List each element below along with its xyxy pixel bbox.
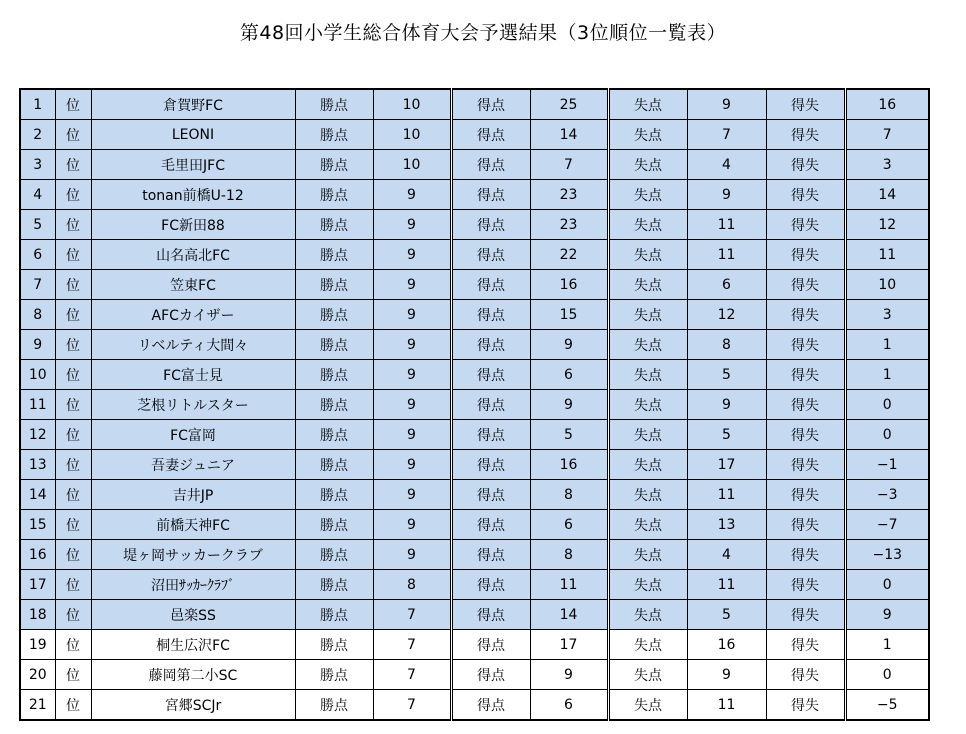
goal-diff-label-cell: 得失 xyxy=(766,330,845,360)
team-name-cell: FC新田88 xyxy=(91,210,295,240)
goals-for-value-cell: 14 xyxy=(530,120,608,150)
table-row xyxy=(20,240,929,270)
points-label-cell: 勝点 xyxy=(295,630,373,660)
goals-for-label-cell: 得点 xyxy=(451,150,530,180)
points-value-cell: 7 xyxy=(373,660,451,690)
goals-for-label-cell: 得点 xyxy=(451,330,530,360)
table-row xyxy=(20,89,929,120)
goals-against-value-cell: 11 xyxy=(687,570,766,600)
goal-diff-label-cell: 得失 xyxy=(766,240,845,270)
team-name-cell: 吾妻ジュニア xyxy=(91,450,295,480)
points-value-cell: 10 xyxy=(373,120,451,150)
team-name-cell: 桐生広沢FC xyxy=(91,630,295,660)
goals-for-value-cell: 7 xyxy=(530,150,608,180)
goal-diff-value-cell: −5 xyxy=(845,690,929,721)
page-title: 第48回小学生総合体育大会予選結果（3位順位一覧表） xyxy=(239,22,727,44)
goals-against-label-cell: 失点 xyxy=(608,120,687,150)
rank-suffix-cell: 位 xyxy=(55,600,91,630)
team-name-cell: 山名高北FC xyxy=(91,240,295,270)
rank-suffix-cell: 位 xyxy=(55,660,91,690)
rank-suffix-cell: 位 xyxy=(55,210,91,240)
rank-cell: 19 xyxy=(20,630,55,660)
team-name-cell: 沼田ｻｯｶｰｸﾗﾌﾞ xyxy=(91,570,295,600)
points-label-cell: 勝点 xyxy=(295,360,373,390)
goals-for-label-cell: 得点 xyxy=(451,360,530,390)
goals-for-label-cell: 得点 xyxy=(451,120,530,150)
goals-for-label-cell: 得点 xyxy=(451,570,530,600)
points-label-cell: 勝点 xyxy=(295,390,373,420)
points-label-cell: 勝点 xyxy=(295,210,373,240)
goals-against-value-cell: 9 xyxy=(687,180,766,210)
rank-cell: 15 xyxy=(20,510,55,540)
goals-for-label-cell: 得点 xyxy=(451,510,530,540)
team-name-cell: AFCカイザー xyxy=(91,300,295,330)
goal-diff-label-cell: 得失 xyxy=(766,570,845,600)
table-row xyxy=(20,540,929,570)
goals-against-label-cell: 失点 xyxy=(608,300,687,330)
points-label-cell: 勝点 xyxy=(295,240,373,270)
table-row xyxy=(20,270,929,300)
points-label-cell: 勝点 xyxy=(295,450,373,480)
goals-against-value-cell: 4 xyxy=(687,150,766,180)
team-name-cell: 堤ヶ岡サッカークラブ xyxy=(91,540,295,570)
goals-for-label-cell: 得点 xyxy=(451,630,530,660)
rank-suffix-cell: 位 xyxy=(55,420,91,450)
goal-diff-label-cell: 得失 xyxy=(766,690,845,721)
table-row xyxy=(20,390,929,420)
table-row xyxy=(20,120,929,150)
goals-against-value-cell: 4 xyxy=(687,540,766,570)
points-value-cell: 9 xyxy=(373,480,451,510)
goals-for-value-cell: 25 xyxy=(530,89,608,120)
goals-against-value-cell: 17 xyxy=(687,450,766,480)
goals-against-label-cell: 失点 xyxy=(608,690,687,721)
table-row xyxy=(20,420,929,450)
goals-against-value-cell: 5 xyxy=(687,360,766,390)
goal-diff-value-cell: 1 xyxy=(845,360,929,390)
goals-for-label-cell: 得点 xyxy=(451,89,530,120)
rank-cell: 8 xyxy=(20,300,55,330)
goals-for-value-cell: 22 xyxy=(530,240,608,270)
goal-diff-value-cell: 7 xyxy=(845,120,929,150)
points-value-cell: 10 xyxy=(373,89,451,120)
goal-diff-value-cell: 0 xyxy=(845,420,929,450)
rank-cell: 21 xyxy=(20,690,55,721)
goal-diff-label-cell: 得失 xyxy=(766,660,845,690)
rank-suffix-cell: 位 xyxy=(55,480,91,510)
rank-suffix-cell: 位 xyxy=(55,240,91,270)
goals-against-label-cell: 失点 xyxy=(608,210,687,240)
goal-diff-label-cell: 得失 xyxy=(766,510,845,540)
points-label-cell: 勝点 xyxy=(295,300,373,330)
team-name-cell: 倉賀野FC xyxy=(91,89,295,120)
goals-against-value-cell: 11 xyxy=(687,690,766,721)
goals-against-label-cell: 失点 xyxy=(608,390,687,420)
points-value-cell: 9 xyxy=(373,330,451,360)
points-label-cell: 勝点 xyxy=(295,540,373,570)
rank-suffix-cell: 位 xyxy=(55,300,91,330)
rank-cell: 5 xyxy=(20,210,55,240)
goal-diff-label-cell: 得失 xyxy=(766,300,845,330)
goals-against-label-cell: 失点 xyxy=(608,600,687,630)
goals-against-label-cell: 失点 xyxy=(608,540,687,570)
team-name-cell: 毛里田JFC xyxy=(91,150,295,180)
points-label-cell: 勝点 xyxy=(295,270,373,300)
goals-for-label-cell: 得点 xyxy=(451,450,530,480)
points-value-cell: 9 xyxy=(373,300,451,330)
goal-diff-label-cell: 得失 xyxy=(766,210,845,240)
points-value-cell: 9 xyxy=(373,420,451,450)
points-label-cell: 勝点 xyxy=(295,600,373,630)
team-name-cell: 宮郷SCJr xyxy=(91,690,295,721)
rank-cell: 12 xyxy=(20,420,55,450)
goal-diff-value-cell: 16 xyxy=(845,89,929,120)
points-label-cell: 勝点 xyxy=(295,330,373,360)
team-name-cell: リベルティ大間々 xyxy=(91,330,295,360)
rank-suffix-cell: 位 xyxy=(55,450,91,480)
goal-diff-label-cell: 得失 xyxy=(766,390,845,420)
goals-against-value-cell: 13 xyxy=(687,510,766,540)
goals-against-label-cell: 失点 xyxy=(608,180,687,210)
team-name-cell: 吉井JP xyxy=(91,480,295,510)
table-row xyxy=(20,690,929,721)
rank-cell: 7 xyxy=(20,270,55,300)
points-label-cell: 勝点 xyxy=(295,120,373,150)
rank-suffix-cell: 位 xyxy=(55,540,91,570)
rank-suffix-cell: 位 xyxy=(55,630,91,660)
table-row xyxy=(20,600,929,630)
goals-against-value-cell: 9 xyxy=(687,89,766,120)
goals-for-label-cell: 得点 xyxy=(451,660,530,690)
goal-diff-value-cell: −7 xyxy=(845,510,929,540)
team-name-cell: 芝根リトルスター xyxy=(91,390,295,420)
goal-diff-label-cell: 得失 xyxy=(766,450,845,480)
goals-for-value-cell: 8 xyxy=(530,540,608,570)
rank-cell: 1 xyxy=(20,89,55,120)
goal-diff-value-cell: 0 xyxy=(845,660,929,690)
goals-for-value-cell: 23 xyxy=(530,210,608,240)
goal-diff-value-cell: 14 xyxy=(845,180,929,210)
goals-for-value-cell: 14 xyxy=(530,600,608,630)
rank-cell: 20 xyxy=(20,660,55,690)
rank-suffix-cell: 位 xyxy=(55,120,91,150)
rank-suffix-cell: 位 xyxy=(55,690,91,721)
rank-cell: 2 xyxy=(20,120,55,150)
goal-diff-value-cell: 11 xyxy=(845,240,929,270)
rank-cell: 14 xyxy=(20,480,55,510)
goals-against-label-cell: 失点 xyxy=(608,330,687,360)
rank-cell: 9 xyxy=(20,330,55,360)
goals-for-value-cell: 16 xyxy=(530,450,608,480)
goals-for-value-cell: 6 xyxy=(530,510,608,540)
goals-for-value-cell: 11 xyxy=(530,570,608,600)
team-name-cell: FC富士見 xyxy=(91,360,295,390)
points-value-cell: 9 xyxy=(373,210,451,240)
goals-against-value-cell: 16 xyxy=(687,630,766,660)
goals-for-label-cell: 得点 xyxy=(451,270,530,300)
rank-suffix-cell: 位 xyxy=(55,270,91,300)
table-row xyxy=(20,480,929,510)
table-row xyxy=(20,330,929,360)
goal-diff-label-cell: 得失 xyxy=(766,270,845,300)
goals-against-value-cell: 6 xyxy=(687,270,766,300)
goals-against-value-cell: 12 xyxy=(687,300,766,330)
points-label-cell: 勝点 xyxy=(295,510,373,540)
goals-against-label-cell: 失点 xyxy=(608,420,687,450)
rank-suffix-cell: 位 xyxy=(55,360,91,390)
rank-cell: 10 xyxy=(20,360,55,390)
table-row xyxy=(20,150,929,180)
points-value-cell: 7 xyxy=(373,690,451,721)
table-row xyxy=(20,210,929,240)
goal-diff-value-cell: 10 xyxy=(845,270,929,300)
team-name-cell: 邑楽SS xyxy=(91,600,295,630)
goal-diff-value-cell: 12 xyxy=(845,210,929,240)
points-value-cell: 9 xyxy=(373,360,451,390)
rank-suffix-cell: 位 xyxy=(55,150,91,180)
points-label-cell: 勝点 xyxy=(295,570,373,600)
goals-for-value-cell: 9 xyxy=(530,390,608,420)
table-row xyxy=(20,450,929,480)
goal-diff-value-cell: 0 xyxy=(845,570,929,600)
rank-cell: 11 xyxy=(20,390,55,420)
results-body xyxy=(20,89,929,720)
goal-diff-label-cell: 得失 xyxy=(766,120,845,150)
goals-for-value-cell: 5 xyxy=(530,420,608,450)
rank-cell: 13 xyxy=(20,450,55,480)
goal-diff-value-cell: −3 xyxy=(845,480,929,510)
goals-against-label-cell: 失点 xyxy=(608,240,687,270)
goals-for-value-cell: 23 xyxy=(530,180,608,210)
points-value-cell: 9 xyxy=(373,540,451,570)
rank-suffix-cell: 位 xyxy=(55,510,91,540)
rank-cell: 3 xyxy=(20,150,55,180)
goals-against-label-cell: 失点 xyxy=(608,630,687,660)
goal-diff-value-cell: 3 xyxy=(845,150,929,180)
rank-cell: 4 xyxy=(20,180,55,210)
points-value-cell: 9 xyxy=(373,390,451,420)
goals-against-label-cell: 失点 xyxy=(608,480,687,510)
goals-for-label-cell: 得点 xyxy=(451,480,530,510)
table-row xyxy=(20,300,929,330)
rank-suffix-cell: 位 xyxy=(55,390,91,420)
points-value-cell: 7 xyxy=(373,600,451,630)
goals-against-label-cell: 失点 xyxy=(608,360,687,390)
goals-against-label-cell: 失点 xyxy=(608,570,687,600)
goals-against-value-cell: 9 xyxy=(687,390,766,420)
team-name-cell: 藤岡第二小SC xyxy=(91,660,295,690)
goals-against-label-cell: 失点 xyxy=(608,150,687,180)
goals-for-label-cell: 得点 xyxy=(451,420,530,450)
goal-diff-label-cell: 得失 xyxy=(766,540,845,570)
goals-against-value-cell: 5 xyxy=(687,600,766,630)
rank-cell: 18 xyxy=(20,600,55,630)
team-name-cell: FC富岡 xyxy=(91,420,295,450)
points-value-cell: 9 xyxy=(373,180,451,210)
rank-cell: 17 xyxy=(20,570,55,600)
rank-suffix-cell: 位 xyxy=(55,180,91,210)
goals-for-value-cell: 17 xyxy=(530,630,608,660)
team-name-cell: 前橋天神FC xyxy=(91,510,295,540)
goal-diff-label-cell: 得失 xyxy=(766,600,845,630)
points-label-cell: 勝点 xyxy=(295,660,373,690)
goal-diff-label-cell: 得失 xyxy=(766,180,845,210)
team-name-cell: LEONI xyxy=(91,120,295,150)
goals-against-value-cell: 9 xyxy=(687,660,766,690)
goals-against-label-cell: 失点 xyxy=(608,660,687,690)
goals-for-value-cell: 6 xyxy=(530,690,608,721)
goals-against-value-cell: 11 xyxy=(687,240,766,270)
goal-diff-label-cell: 得失 xyxy=(766,360,845,390)
goals-against-label-cell: 失点 xyxy=(608,510,687,540)
table-row xyxy=(20,570,929,600)
table-row xyxy=(20,510,929,540)
goals-against-value-cell: 7 xyxy=(687,120,766,150)
points-label-cell: 勝点 xyxy=(295,89,373,120)
table-row xyxy=(20,180,929,210)
points-value-cell: 7 xyxy=(373,630,451,660)
results-table xyxy=(19,88,930,721)
goals-for-label-cell: 得点 xyxy=(451,210,530,240)
goal-diff-value-cell: 0 xyxy=(845,390,929,420)
rank-suffix-cell: 位 xyxy=(55,330,91,360)
goals-for-label-cell: 得点 xyxy=(451,540,530,570)
points-value-cell: 8 xyxy=(373,570,451,600)
goals-against-label-cell: 失点 xyxy=(608,450,687,480)
goals-for-value-cell: 8 xyxy=(530,480,608,510)
points-label-cell: 勝点 xyxy=(295,480,373,510)
points-label-cell: 勝点 xyxy=(295,180,373,210)
goals-against-value-cell: 11 xyxy=(687,480,766,510)
goals-for-label-cell: 得点 xyxy=(451,600,530,630)
goal-diff-value-cell: 1 xyxy=(845,630,929,660)
goal-diff-label-cell: 得失 xyxy=(766,420,845,450)
goals-for-value-cell: 15 xyxy=(530,300,608,330)
rank-cell: 6 xyxy=(20,240,55,270)
goals-against-label-cell: 失点 xyxy=(608,89,687,120)
goals-against-value-cell: 11 xyxy=(687,210,766,240)
goals-for-value-cell: 6 xyxy=(530,360,608,390)
goal-diff-value-cell: 9 xyxy=(845,600,929,630)
goals-for-label-cell: 得点 xyxy=(451,690,530,721)
goals-against-value-cell: 8 xyxy=(687,330,766,360)
table-row xyxy=(20,630,929,660)
table-row xyxy=(20,660,929,690)
goal-diff-label-cell: 得失 xyxy=(766,630,845,660)
goals-for-label-cell: 得点 xyxy=(451,240,530,270)
goals-against-label-cell: 失点 xyxy=(608,270,687,300)
points-value-cell: 9 xyxy=(373,510,451,540)
goal-diff-value-cell: −13 xyxy=(845,540,929,570)
points-value-cell: 10 xyxy=(373,150,451,180)
team-name-cell: tonan前橋U-12 xyxy=(91,180,295,210)
team-name-cell: 笠東FC xyxy=(91,270,295,300)
goals-against-value-cell: 5 xyxy=(687,420,766,450)
goal-diff-label-cell: 得失 xyxy=(766,150,845,180)
goals-for-value-cell: 9 xyxy=(530,330,608,360)
goals-for-value-cell: 9 xyxy=(530,660,608,690)
goals-for-label-cell: 得点 xyxy=(451,390,530,420)
points-value-cell: 9 xyxy=(373,240,451,270)
goal-diff-label-cell: 得失 xyxy=(766,89,845,120)
points-value-cell: 9 xyxy=(373,270,451,300)
goal-diff-value-cell: −1 xyxy=(845,450,929,480)
goals-for-label-cell: 得点 xyxy=(451,180,530,210)
goal-diff-label-cell: 得失 xyxy=(766,480,845,510)
points-label-cell: 勝点 xyxy=(295,150,373,180)
goals-for-label-cell: 得点 xyxy=(451,300,530,330)
points-value-cell: 9 xyxy=(373,450,451,480)
goals-for-value-cell: 16 xyxy=(530,270,608,300)
table-row xyxy=(20,360,929,390)
goal-diff-value-cell: 1 xyxy=(845,330,929,360)
goal-diff-value-cell: 3 xyxy=(845,300,929,330)
points-label-cell: 勝点 xyxy=(295,420,373,450)
rank-suffix-cell: 位 xyxy=(55,570,91,600)
rank-cell: 16 xyxy=(20,540,55,570)
rank-suffix-cell: 位 xyxy=(55,89,91,120)
points-label-cell: 勝点 xyxy=(295,690,373,721)
